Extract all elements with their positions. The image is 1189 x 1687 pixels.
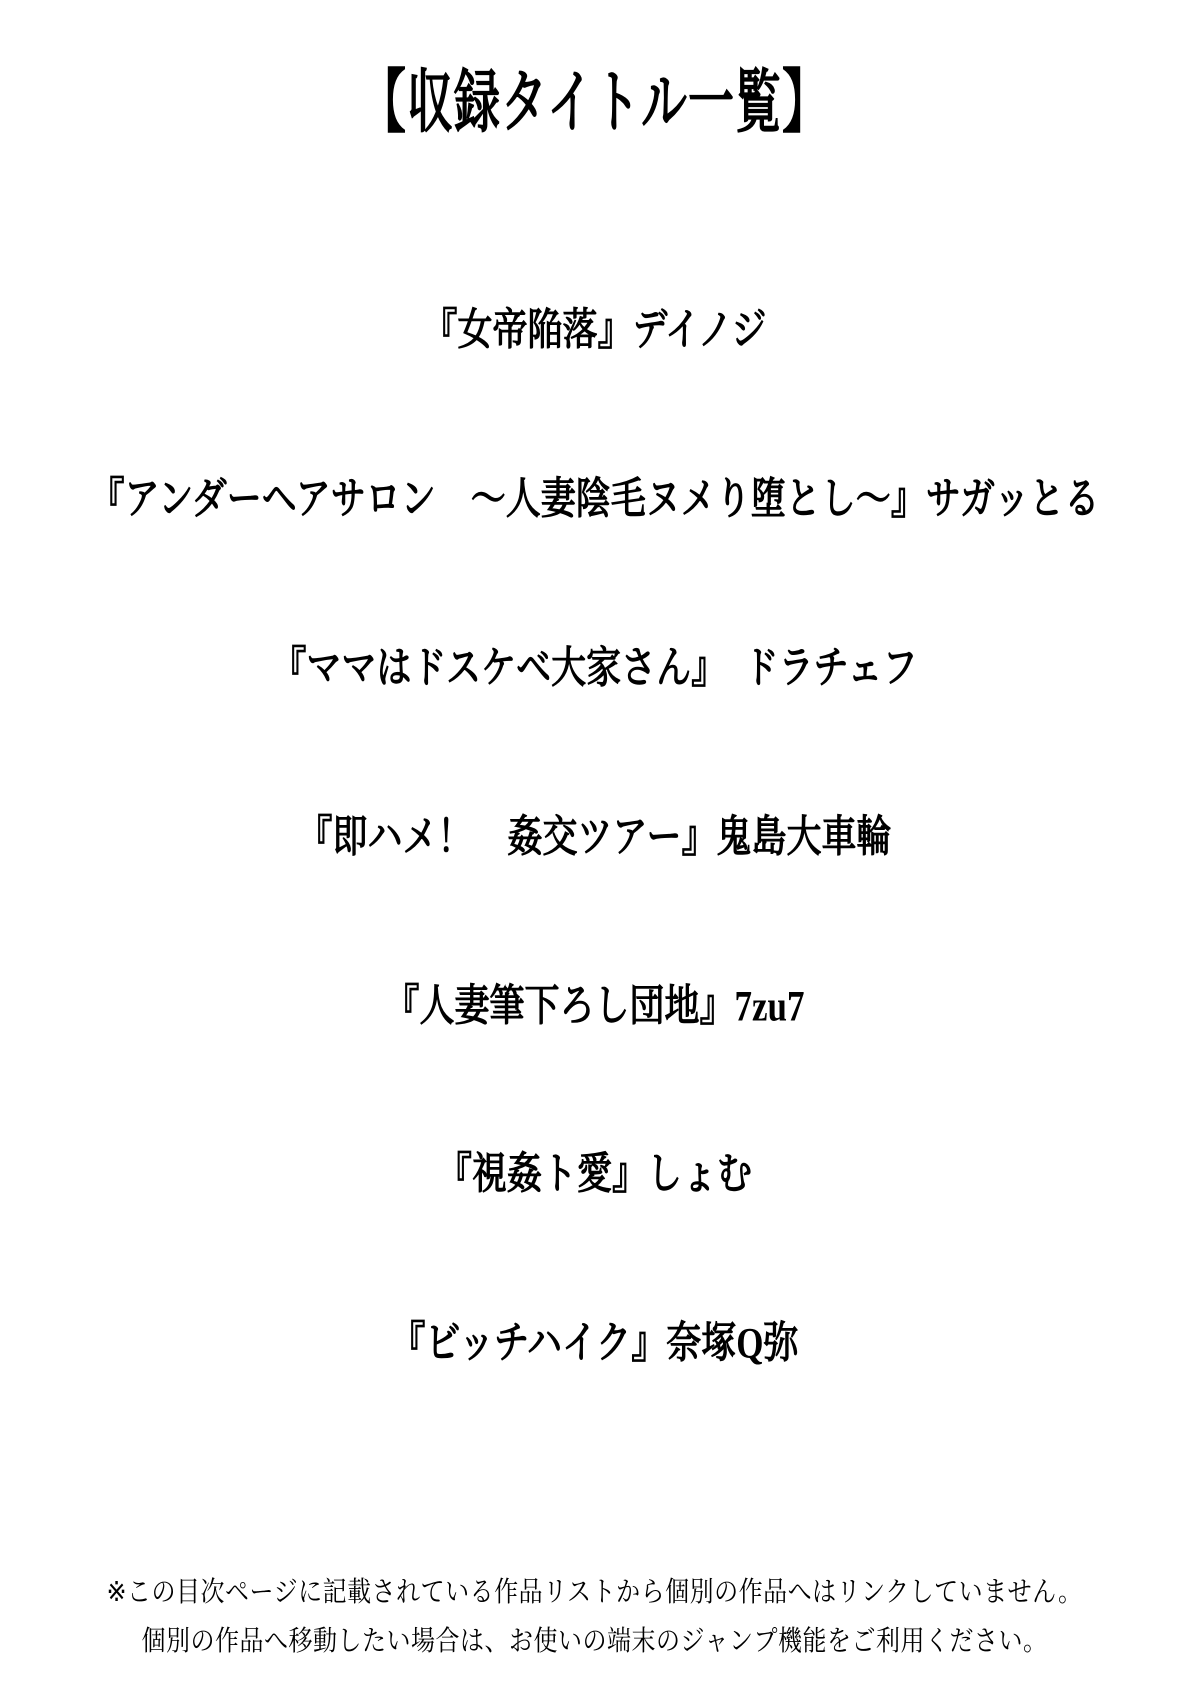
toc-entry-7-text: 『ビッチハイク』奈塚Q弥 [390,1318,799,1368]
toc-entry-5 [0,978,1189,1031]
notice-line-1-text: ※この目次ページに記載されている作品リストから個別の作品へはリンクしていません。 [106,1576,1083,1608]
page-title-text: 【収録タイトル一覧】 [359,64,830,141]
toc-entry-1 [0,302,1189,355]
toc-entry-5-text: 『人妻筆下ろし団地』7zu7 [384,981,805,1031]
toc-entry-3-text: 『ママはドスケベ大家さん』 ドラチェフ [271,643,918,693]
toc-entry-2-text: 『アンダーヘアサロン ～人妻陰毛ヌメり堕とし～』サガッとる [89,474,1100,524]
toc-entry-4-text: 『即ハメ！ 姦交ツアー』鬼島大車輪 [297,812,892,862]
toc-entry-6-text: 『視姦ト愛』しょむ [436,1149,752,1199]
notice-line-2-text: 個別の作品へ移動したい場合は、お使いの端末のジャンプ機能をご利用ください。 [141,1625,1048,1657]
toc-entry-3 [0,640,1189,693]
toc-entry-2 [0,471,1189,524]
notice-line-2 [0,1621,1189,1656]
toc-entry-6 [0,1146,1189,1199]
toc-entry-4 [0,809,1189,862]
toc-entry-1-text: 『女帝陥落』デイノジ [422,305,767,355]
notice-line-1 [0,1572,1189,1607]
toc-entry-7 [0,1315,1189,1368]
page-title [0,64,1189,141]
